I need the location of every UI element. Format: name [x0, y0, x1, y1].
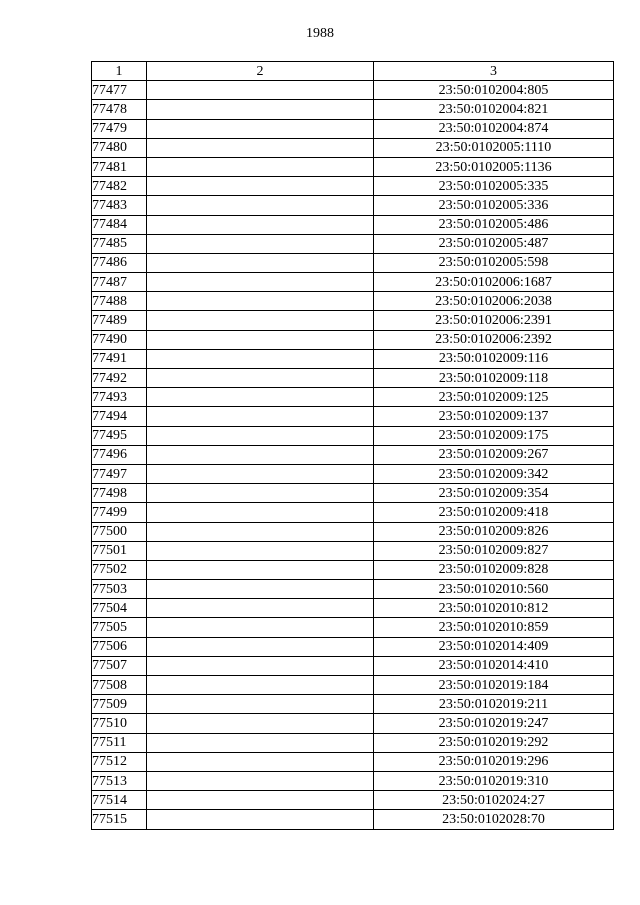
- column-2-cell: [147, 714, 374, 733]
- column-2-cell: [147, 388, 374, 407]
- cadastral-number-cell: 23:50:0102009:175: [374, 426, 614, 445]
- cadastral-number-cell: 23:50:0102009:418: [374, 503, 614, 522]
- cadastral-number-cell: 23:50:0102019:310: [374, 771, 614, 790]
- table-row: [92, 273, 614, 292]
- cadastral-number-cell: 23:50:0102019:247: [374, 714, 614, 733]
- table-row: [92, 138, 614, 157]
- cadastral-number-cell: 23:50:0102004:821: [374, 100, 614, 119]
- cadastral-number-cell: 23:50:0102005:486: [374, 215, 614, 234]
- cadastral-number-cell: 23:50:0102009:267: [374, 445, 614, 464]
- row-number-cell: 77508: [92, 676, 147, 695]
- column-2-cell: [147, 138, 374, 157]
- table-row: [92, 676, 614, 695]
- column-2-cell: [147, 484, 374, 503]
- column-header-3: 3: [374, 62, 614, 81]
- column-2-cell: [147, 580, 374, 599]
- cadastral-number-cell: 23:50:0102009:137: [374, 407, 614, 426]
- table-row: [92, 752, 614, 771]
- column-2-cell: [147, 253, 374, 272]
- cadastral-number-cell: 23:50:0102009:828: [374, 560, 614, 579]
- table-row: [92, 330, 614, 349]
- cadastral-number-cell: 23:50:0102019:296: [374, 752, 614, 771]
- row-number-cell: 77480: [92, 138, 147, 157]
- table-row: [92, 656, 614, 675]
- table-row: [92, 349, 614, 368]
- row-number-cell: 77487: [92, 273, 147, 292]
- table-row: [92, 426, 614, 445]
- row-number-cell: 77495: [92, 426, 147, 445]
- cadastral-number-cell: 23:50:0102028:70: [374, 810, 614, 829]
- cadastral-number-cell: 23:50:0102005:598: [374, 253, 614, 272]
- cadastral-number-cell: 23:50:0102019:292: [374, 733, 614, 752]
- cadastral-number-cell: 23:50:0102006:1687: [374, 273, 614, 292]
- row-number-cell: 77493: [92, 388, 147, 407]
- row-number-cell: 77504: [92, 599, 147, 618]
- cadastral-number-cell: 23:50:0102005:336: [374, 196, 614, 215]
- cadastral-number-cell: 23:50:0102009:118: [374, 369, 614, 388]
- table-row: [92, 484, 614, 503]
- row-number-cell: 77479: [92, 119, 147, 138]
- table-row: [92, 407, 614, 426]
- table-row: [92, 119, 614, 138]
- column-2-cell: [147, 330, 374, 349]
- column-2-cell: [147, 196, 374, 215]
- column-2-cell: [147, 541, 374, 560]
- row-number-cell: 77483: [92, 196, 147, 215]
- column-2-cell: [147, 733, 374, 752]
- cadastral-number-cell: 23:50:0102006:2392: [374, 330, 614, 349]
- row-number-cell: 77503: [92, 580, 147, 599]
- row-number-cell: 77501: [92, 541, 147, 560]
- table-row: [92, 234, 614, 253]
- row-number-cell: 77482: [92, 177, 147, 196]
- table-row: [92, 771, 614, 790]
- registry-table: [91, 61, 614, 830]
- table-header-row: [92, 62, 614, 81]
- column-2-cell: [147, 407, 374, 426]
- row-number-cell: 77512: [92, 752, 147, 771]
- column-2-cell: [147, 771, 374, 790]
- cadastral-number-cell: 23:50:0102010:812: [374, 599, 614, 618]
- table-row: [92, 791, 614, 810]
- column-2-cell: [147, 752, 374, 771]
- cadastral-number-cell: 23:50:0102009:827: [374, 541, 614, 560]
- row-number-cell: 77491: [92, 349, 147, 368]
- cadastral-number-cell: 23:50:0102009:354: [374, 484, 614, 503]
- column-2-cell: [147, 426, 374, 445]
- cadastral-number-cell: 23:50:0102005:487: [374, 234, 614, 253]
- cadastral-number-cell: 23:50:0102004:874: [374, 119, 614, 138]
- row-number-cell: 77497: [92, 464, 147, 483]
- table-row: [92, 541, 614, 560]
- column-2-cell: [147, 234, 374, 253]
- cadastral-number-cell: 23:50:0102014:410: [374, 656, 614, 675]
- column-2-cell: [147, 311, 374, 330]
- table-row: [92, 388, 614, 407]
- row-number-cell: 77477: [92, 81, 147, 100]
- cadastral-number-cell: 23:50:0102005:1110: [374, 138, 614, 157]
- row-number-cell: 77492: [92, 369, 147, 388]
- row-number-cell: 77500: [92, 522, 147, 541]
- row-number-cell: 77515: [92, 810, 147, 829]
- column-2-cell: [147, 656, 374, 675]
- table-row: [92, 618, 614, 637]
- table-row: [92, 637, 614, 656]
- column-2-cell: [147, 292, 374, 311]
- table-row: [92, 560, 614, 579]
- row-number-cell: 77499: [92, 503, 147, 522]
- table-row: [92, 100, 614, 119]
- row-number-cell: 77490: [92, 330, 147, 349]
- column-2-cell: [147, 349, 374, 368]
- column-2-cell: [147, 100, 374, 119]
- column-2-cell: [147, 215, 374, 234]
- row-number-cell: 77481: [92, 157, 147, 176]
- column-header-2: 2: [147, 62, 374, 81]
- row-number-cell: 77510: [92, 714, 147, 733]
- cadastral-number-cell: 23:50:0102010:560: [374, 580, 614, 599]
- column-2-cell: [147, 445, 374, 464]
- table-row: [92, 695, 614, 714]
- column-header-1: 1: [92, 62, 147, 81]
- table-row: [92, 714, 614, 733]
- column-2-cell: [147, 369, 374, 388]
- table-row: [92, 215, 614, 234]
- row-number-cell: 77502: [92, 560, 147, 579]
- column-2-cell: [147, 599, 374, 618]
- table-row: [92, 599, 614, 618]
- cadastral-number-cell: 23:50:0102009:342: [374, 464, 614, 483]
- row-number-cell: 77507: [92, 656, 147, 675]
- table-row: [92, 253, 614, 272]
- table-row: [92, 292, 614, 311]
- cadastral-number-cell: 23:50:0102005:1136: [374, 157, 614, 176]
- cadastral-number-cell: 23:50:0102009:116: [374, 349, 614, 368]
- column-2-cell: [147, 81, 374, 100]
- row-number-cell: 77494: [92, 407, 147, 426]
- table-row: [92, 810, 614, 829]
- column-2-cell: [147, 119, 374, 138]
- column-2-cell: [147, 273, 374, 292]
- column-2-cell: [147, 637, 374, 656]
- cadastral-number-cell: 23:50:0102005:335: [374, 177, 614, 196]
- table-row: [92, 733, 614, 752]
- page-number: 1988: [306, 26, 334, 41]
- cadastral-number-cell: 23:50:0102024:27: [374, 791, 614, 810]
- table-row: [92, 580, 614, 599]
- table-row: [92, 157, 614, 176]
- table-row: [92, 177, 614, 196]
- cadastral-number-cell: 23:50:0102006:2391: [374, 311, 614, 330]
- cadastral-number-cell: 23:50:0102019:211: [374, 695, 614, 714]
- column-2-cell: [147, 522, 374, 541]
- row-number-cell: 77485: [92, 234, 147, 253]
- column-2-cell: [147, 157, 374, 176]
- column-2-cell: [147, 464, 374, 483]
- cadastral-number-cell: 23:50:0102014:409: [374, 637, 614, 656]
- row-number-cell: 77498: [92, 484, 147, 503]
- table-body: [92, 81, 614, 829]
- column-2-cell: [147, 810, 374, 829]
- table-row: [92, 196, 614, 215]
- row-number-cell: 77478: [92, 100, 147, 119]
- table-row: [92, 464, 614, 483]
- row-number-cell: 77488: [92, 292, 147, 311]
- table-row: [92, 311, 614, 330]
- cadastral-number-cell: 23:50:0102004:805: [374, 81, 614, 100]
- cadastral-number-cell: 23:50:0102010:859: [374, 618, 614, 637]
- row-number-cell: 77511: [92, 733, 147, 752]
- row-number-cell: 77506: [92, 637, 147, 656]
- cadastral-number-cell: 23:50:0102009:826: [374, 522, 614, 541]
- table-row: [92, 522, 614, 541]
- column-2-cell: [147, 791, 374, 810]
- cadastral-number-cell: 23:50:0102009:125: [374, 388, 614, 407]
- row-number-cell: 77505: [92, 618, 147, 637]
- row-number-cell: 77486: [92, 253, 147, 272]
- row-number-cell: 77496: [92, 445, 147, 464]
- column-2-cell: [147, 503, 374, 522]
- table-row: [92, 81, 614, 100]
- column-2-cell: [147, 177, 374, 196]
- column-2-cell: [147, 695, 374, 714]
- column-2-cell: [147, 618, 374, 637]
- row-number-cell: 77513: [92, 771, 147, 790]
- cadastral-number-cell: 23:50:0102006:2038: [374, 292, 614, 311]
- column-2-cell: [147, 676, 374, 695]
- column-2-cell: [147, 560, 374, 579]
- row-number-cell: 77509: [92, 695, 147, 714]
- cadastral-number-cell: 23:50:0102019:184: [374, 676, 614, 695]
- table-row: [92, 369, 614, 388]
- row-number-cell: 77489: [92, 311, 147, 330]
- row-number-cell: 77484: [92, 215, 147, 234]
- table-row: [92, 503, 614, 522]
- table-row: [92, 445, 614, 464]
- row-number-cell: 77514: [92, 791, 147, 810]
